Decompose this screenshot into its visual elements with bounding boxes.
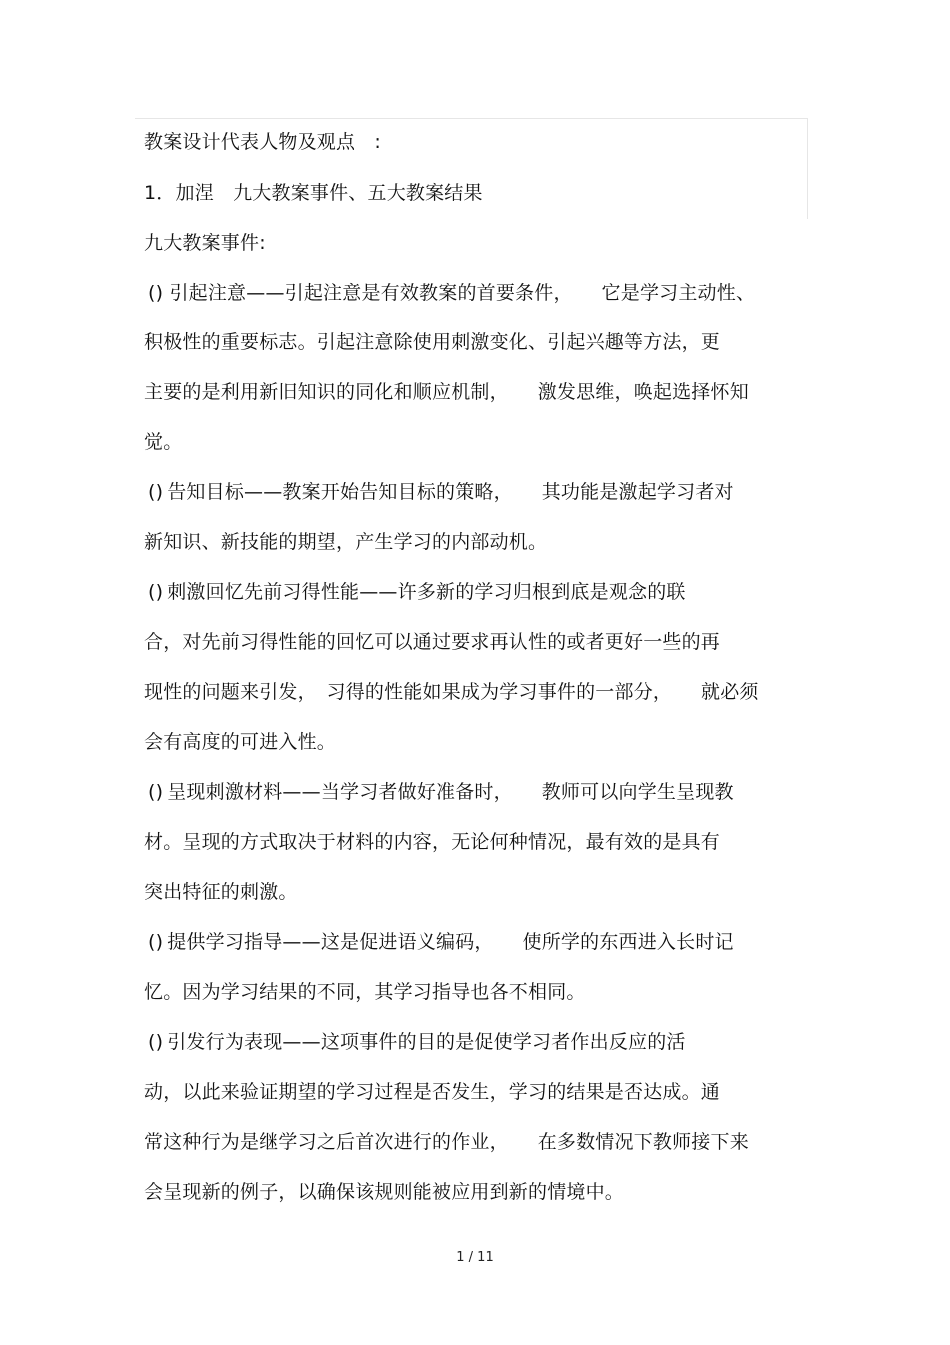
body-line: 常这种行为是继学习之后首次进行的作业， 在多数情况下教师接下来 [144,1131,749,1153]
document-subheading: 1．加涅 九大教案事件、五大教案结果 [144,182,483,204]
body-line: 积极性的重要标志。引起注意除使用刺激变化、引起兴趣等方法，更 [144,331,721,353]
body-line: () 引发行为表现——这项事件的目的是促使学习者作出反应的活 [144,1031,686,1053]
body-line: () 告知目标——教案开始告知目标的策略， 其功能是激起学习者对 [144,481,734,503]
body-line: 突出特征的刺激。 [144,881,298,903]
page-number: 1 / 11 [456,1250,494,1265]
body-line: 合，对先前习得性能的回忆可以通过要求再认性的或者更好一些的再 [144,631,721,653]
body-line: 主要的是利用新旧知识的同化和顺应机制， 激发思维，唤起选择怀知 [144,381,749,403]
body-line: 材。呈现的方式取决于材料的内容，无论何种情况，最有效的是具有 [144,831,721,853]
document-heading: 教案设计代表人物及观点 : [144,131,382,153]
body-line: () 引起注意——引起注意是有效教案的首要条件， 它是学习主动性、 [144,282,756,304]
body-line: () 呈现刺激材料——当学习者做好准备时， 教师可以向学生呈现教 [144,781,734,803]
body-line: 九大教案事件: [144,232,266,254]
body-line: 动，以此来验证期望的学习过程是否发生，学习的结果是否达成。通 [144,1081,721,1103]
body-line: 觉。 [144,431,183,453]
body-line: 会有高度的可进入性。 [144,731,337,753]
body-line: 新知识、新技能的期望，产生学习的内部动机。 [144,531,548,553]
body-line: 会呈现新的例子，以确保该规则能被应用到新的情境中。 [144,1181,625,1203]
body-line: () 提供学习指导——这是促进语义编码， 使所学的东西进入长时记 [144,931,734,953]
body-line: 忆。因为学习结果的不同，其学习指导也各不相同。 [144,981,586,1003]
body-line: 现性的问题来引发， 习得的性能如果成为学习事件的一部分， 就必须 [144,681,759,703]
body-line: () 刺激回忆先前习得性能——许多新的学习归根到底是观念的联 [144,581,686,603]
